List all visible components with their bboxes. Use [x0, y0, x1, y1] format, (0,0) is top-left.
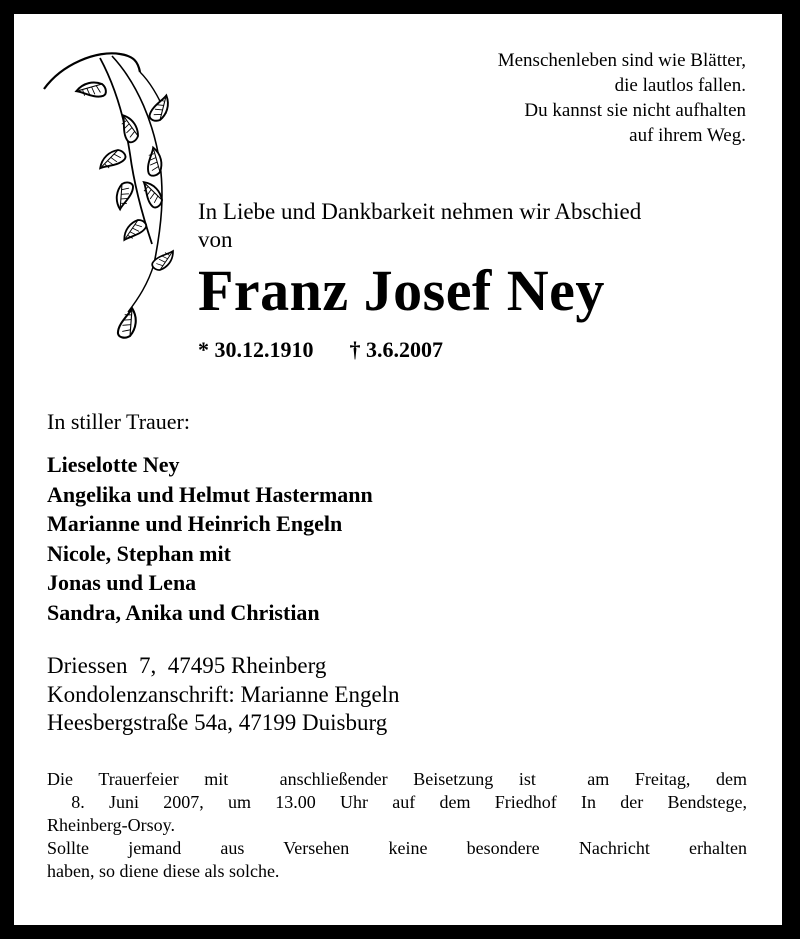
- address-line: Kondolenzanschrift: Marianne Engeln: [47, 681, 400, 707]
- death-date: † 3.6.2007: [349, 337, 443, 362]
- mourning-label: In stiller Trauer:: [47, 409, 190, 434]
- mourner-name: Marianne und Heinrich Engeln: [47, 511, 343, 537]
- notice-line: Die Trauerfeier mit anschließender Beisetzung ist am Freitag, dem: [47, 769, 747, 789]
- intro-line: In Liebe und Dankbarkeit nehmen wir Abschied: [198, 199, 642, 224]
- obituary-notice: [14, 14, 782, 925]
- mourner-name: Angelika und Helmut Hastermann: [47, 481, 373, 507]
- poem-line: Menschenleben sind wie Blätter,: [497, 50, 746, 71]
- mourner-name: Nicole, Stephan mit: [47, 540, 231, 566]
- address-line: Driessen 7, 47495 Rheinberg: [47, 653, 327, 678]
- poem: [498, 48, 746, 148]
- mourners-list: [47, 450, 373, 628]
- mourner-name: Sandra, Anika und Christian: [47, 599, 320, 625]
- mourner-name: Lieselotte Ney: [47, 452, 180, 477]
- address-line: Heesbergstraße 54a, 47199 Duisburg: [47, 710, 388, 735]
- poem-line: auf ihrem Weg.: [629, 125, 746, 146]
- address-block: [47, 652, 400, 738]
- birth-date: * 30.12.1910: [198, 337, 314, 362]
- notice-line: 8. Juni 2007, um 13.00 Uhr auf dem Friedhof In der Bendstege,: [47, 792, 747, 812]
- funeral-notice: [47, 768, 747, 883]
- intro-text: [198, 198, 641, 254]
- deceased-name: Franz Josef Ney: [198, 258, 605, 323]
- notice-line: haben, so diene diese als solche.: [47, 861, 280, 881]
- mourner-name: Jonas und Lena: [47, 570, 197, 596]
- life-dates: [198, 336, 443, 364]
- birch-branch-icon: [42, 44, 192, 344]
- notice-line: Rheinberg-Orsoy.: [47, 815, 175, 835]
- poem-line: die lautlos fallen.: [614, 75, 746, 96]
- notice-line: Sollte jemand aus Versehen keine besondere Nachricht erhalten: [47, 838, 747, 858]
- intro-line: von: [198, 227, 233, 252]
- poem-line: Du kannst sie nicht aufhalten: [524, 100, 746, 121]
